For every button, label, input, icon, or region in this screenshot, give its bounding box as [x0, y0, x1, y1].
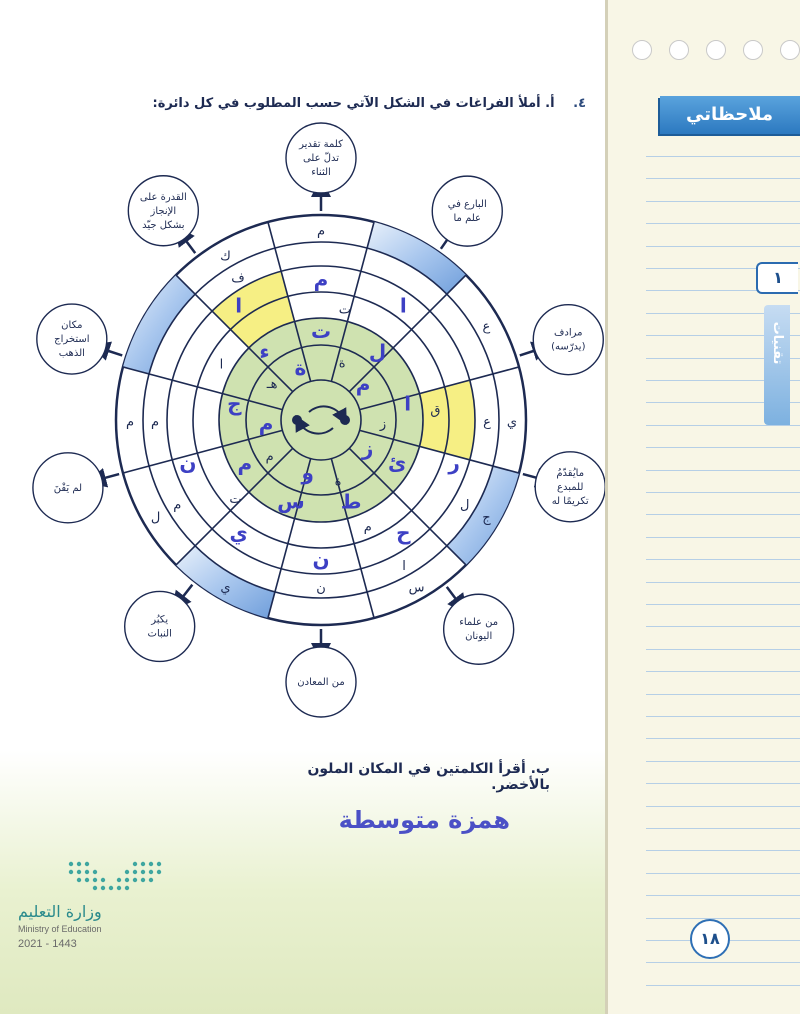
ring-letter: ق — [430, 402, 441, 418]
ruled-line — [646, 985, 800, 986]
clue-text: كلمة تقدير — [299, 139, 343, 150]
notes-panel — [605, 0, 800, 1014]
clue-text: النبات — [147, 628, 172, 640]
clue-text: مايُقدّمُ — [556, 467, 585, 479]
ring-letter: ا — [235, 293, 243, 318]
ring-letter: ت — [310, 319, 332, 343]
ruled-line — [646, 178, 800, 179]
ring-letter: ا — [219, 357, 224, 373]
clue-text: القدرة على — [139, 191, 187, 203]
ring-letter: ن — [179, 450, 197, 475]
ruled-line — [646, 671, 800, 672]
clue-text: لم يَفْنَ — [53, 482, 83, 494]
ring-letter: ل — [368, 339, 387, 364]
ministry-english-name: Ministry of Education — [18, 924, 102, 934]
ring-letter: هـ — [266, 376, 278, 392]
ring-letter: ا — [399, 293, 407, 318]
ring-letter: ن — [316, 581, 326, 596]
question-text: أ. أملأ الفراغات في الشكل الآتي حسب المطلوب في كل دائرة: — [152, 96, 555, 111]
clue-text: علم ما — [453, 213, 482, 225]
ring-letter: ج — [227, 391, 242, 416]
clue-bubble — [125, 591, 195, 661]
ring-letter: ء — [259, 339, 270, 364]
binder-holes — [632, 40, 800, 60]
clue-text: مرادف — [554, 327, 583, 339]
ring-letter: م — [150, 415, 160, 430]
clue-text: من المعادن — [297, 677, 345, 688]
ruled-line — [646, 738, 800, 739]
part-b-question: ب. أقرأ الكلمتين في المكان الملون بالأخضر. — [307, 761, 550, 793]
ruled-line — [646, 201, 800, 202]
clue-text: من علماء — [459, 617, 499, 629]
clue-bubble — [533, 305, 603, 375]
ruled-line — [646, 873, 800, 874]
ring-letter: ع — [482, 319, 491, 335]
ring-letter: م — [313, 267, 329, 291]
ring-letter: ة — [338, 356, 346, 372]
binder-hole — [632, 40, 652, 60]
question-number: ٤. — [573, 96, 586, 111]
ministry-logo — [18, 858, 168, 958]
binder-hole — [669, 40, 689, 60]
ring-letter: ز — [379, 417, 387, 433]
ring-letter: م — [355, 371, 371, 396]
ring-letter: ن — [312, 547, 330, 571]
ruled-line — [646, 246, 800, 247]
ruled-line — [646, 470, 800, 471]
notes-title: ملاحظاتي — [660, 96, 800, 134]
clue-text: تدلّ على — [302, 153, 340, 164]
ring-letter: ي — [229, 520, 248, 545]
ring-letter: ا — [404, 391, 412, 416]
ruled-line — [646, 962, 800, 963]
clue-bubble — [444, 594, 514, 664]
ruled-line — [646, 514, 800, 515]
ruled-line — [646, 694, 800, 695]
ministry-arabic-name: وزارة التعليم — [18, 902, 102, 921]
clue-text: يكبُر — [151, 614, 169, 626]
ruled-line — [646, 828, 800, 829]
ring-letter: ط — [340, 489, 362, 514]
ring-letter: ح — [396, 520, 411, 545]
ruled-line — [646, 806, 800, 807]
ring-letter: ز — [361, 436, 374, 461]
ring-letter: ر — [448, 450, 460, 475]
clue-text: تكريمًا له — [551, 495, 589, 507]
unit-label: تقنيات — [770, 321, 785, 365]
ruled-line — [646, 649, 800, 650]
ring-letter: م — [237, 451, 253, 475]
ring-letter: ك — [220, 249, 231, 265]
ruled-line — [646, 425, 800, 426]
clue-text: (يدرّسه) — [551, 341, 586, 353]
ring-letter: ئ — [388, 451, 407, 475]
ruled-line — [646, 918, 800, 919]
ring-letter: م — [363, 520, 372, 536]
ring-letter: ل — [150, 510, 161, 526]
ring-letter: ة — [334, 474, 342, 490]
ring-letter: س — [408, 580, 425, 596]
clue-bubble — [432, 176, 502, 246]
clue-text: استخراج — [54, 334, 90, 346]
ruled-line — [646, 582, 800, 583]
wheel-group — [116, 215, 526, 625]
ruled-line — [646, 716, 800, 717]
ring-letter: م — [316, 224, 326, 239]
ring-letter: ت — [229, 491, 242, 507]
ring-letter: ي — [220, 580, 231, 596]
ring-letter: م — [125, 415, 135, 430]
ruled-line — [646, 447, 800, 448]
part-b-answer: همزة متوسطة — [338, 806, 510, 834]
binder-hole — [743, 40, 763, 60]
page-number: ١٨ — [690, 919, 730, 959]
ruled-line — [646, 895, 800, 896]
clue-text: الذهب — [58, 348, 85, 360]
ring-letter: م — [258, 410, 274, 435]
clue-text: الثناء — [311, 167, 331, 178]
clue-text: بشكل جيّد — [142, 219, 185, 231]
ruled-line — [646, 604, 800, 605]
clue-text: البارع في — [447, 199, 487, 211]
unit-number: ١ — [756, 262, 798, 294]
ruled-line — [646, 559, 800, 560]
ring-letter: ف — [231, 271, 245, 287]
ring-letter: ي — [506, 415, 518, 430]
ruled-line — [646, 783, 800, 784]
ring-letter: ل — [460, 498, 470, 513]
clue-text: الإنجاز — [150, 205, 177, 217]
ring-letter: م — [265, 449, 274, 465]
ring-letter: ة — [294, 356, 307, 381]
ring-letter: ع — [483, 415, 491, 430]
binder-hole — [706, 40, 726, 60]
ring-letter: س — [277, 489, 305, 514]
clue-text: اليونان — [465, 631, 493, 643]
ring-letter: ج — [482, 510, 491, 526]
ring-letter: ت — [338, 302, 352, 318]
ruled-line — [646, 761, 800, 762]
ruled-line — [646, 626, 800, 627]
ring-letter: م — [173, 498, 182, 513]
ring-letter: و — [301, 460, 314, 485]
ruled-line — [646, 492, 800, 493]
binder-hole — [780, 40, 800, 60]
ministry-dots-icon — [65, 858, 165, 894]
ruled-line — [646, 537, 800, 538]
ring-letter: ا — [402, 558, 406, 574]
ruled-line — [646, 850, 800, 851]
clue-text: للمبدع — [557, 481, 584, 493]
ruled-line — [646, 223, 800, 224]
clue-text: مكان — [61, 320, 83, 332]
ministry-year: 2021 - 1443 — [18, 938, 77, 950]
ruled-line — [646, 156, 800, 157]
